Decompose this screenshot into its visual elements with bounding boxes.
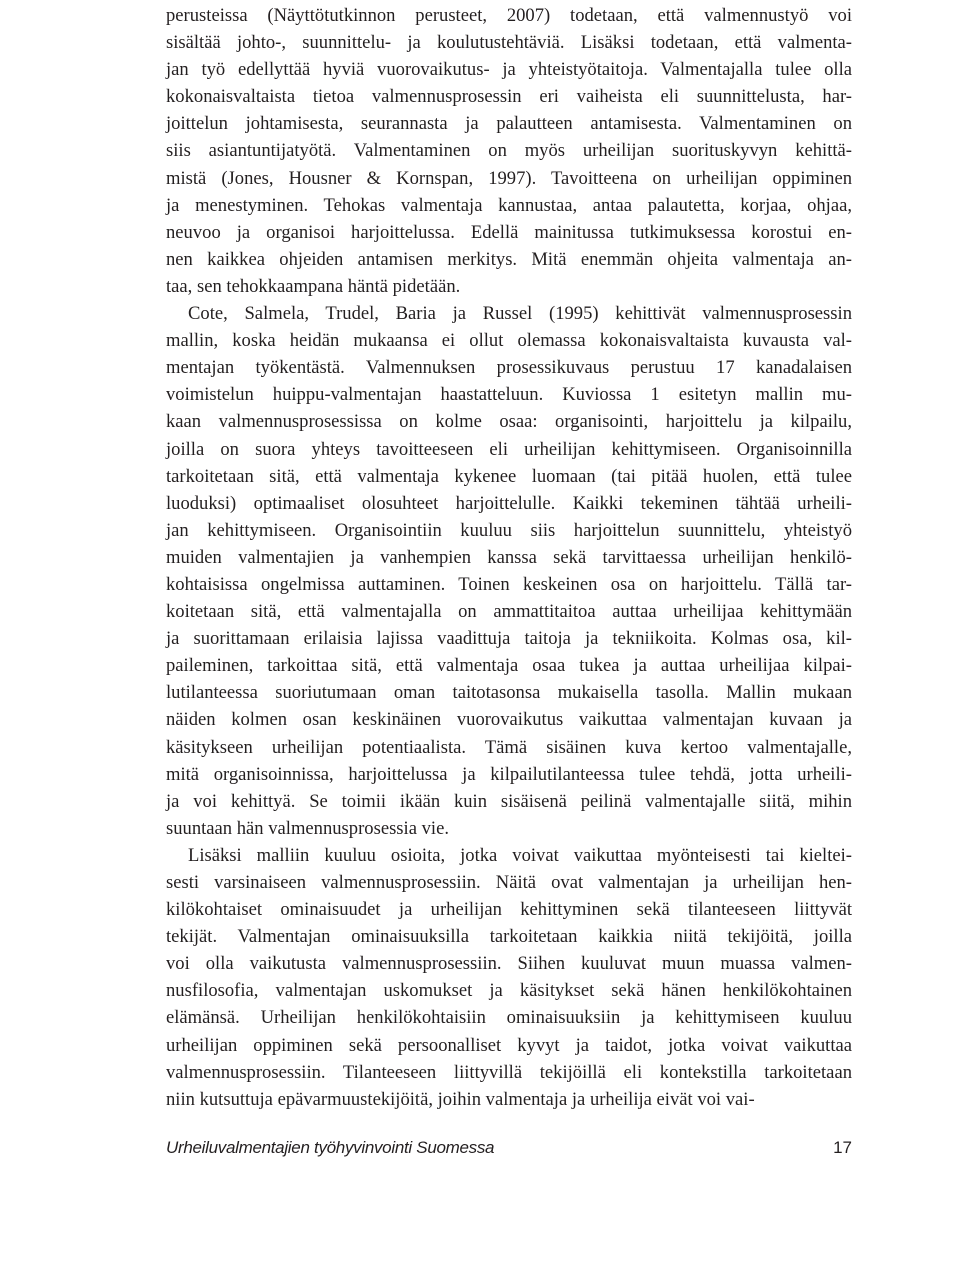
text-line: mallin, koska heidän mukaansa ei ollut olemassa kokonaisvaltaista kuvausta val- — [166, 330, 852, 352]
text-line: kaan valmennusprosessissa on kolme osaa: organisointi, harjoittelu ja kilpailu, — [166, 411, 852, 433]
text-line: taa, sen tehokkaampana häntä pidetään. — [166, 275, 461, 297]
page-number: 17 — [833, 1138, 852, 1157]
text-line: kilökohtaiset ominaisuudet ja urheilijan kehittyminen sekä tilanteeseen liittyvät — [166, 899, 852, 921]
footer-title: Urheiluvalmentajien työhyvinvointi Suomessa — [166, 1138, 495, 1157]
text-line: sisältää johto-, suunnittelu- ja koulutustehtäviä. Lisäksi todetaan, että valmenta- — [166, 32, 852, 54]
text-line: joittelun johtamisesta, seurannasta ja palautteen antamisesta. Valmentaminen on — [166, 113, 852, 135]
text-line: Lisäksi malliin kuuluu osioita, jotka voivat vaikuttaa myönteisesti tai kieltei- — [188, 844, 852, 866]
text-line: kohtaisissa ongelmissa auttaminen. Toinen keskeinen osa on harjoittelu. Tällä tar- — [166, 573, 852, 595]
text-line: tekijät. Valmentajan ominaisuuksilla tarkoitetaan kaikkia niitä tekijöitä, joilla — [166, 926, 852, 948]
text-line: tarkoitetaan sitä, että valmentaja kykenee luomaan (tai pitää huolen, että tulee — [166, 465, 852, 487]
text-line: ja suorittamaan erilaisia lajissa vaadittuja taitoja ja tekniikoita. Kolmas osa, kil- — [166, 628, 852, 650]
text-line: koitetaan sitä, että valmentajalla on ammattitaitoa auttaa urheilijaa kehittymään — [166, 601, 852, 623]
text-line: nen kaikkea ohjeiden antamisen merkitys. Mitä enemmän ohjeita valmentaja an- — [166, 248, 852, 270]
text-line: mitä organisoinnissa, harjoittelussa ja kilpailutilanteessa tulee tehdä, jotta urheili- — [166, 763, 852, 785]
text-line: joilla on suora yhteys tavoitteeseen eli urheilijan kehittymiseen. Organisoinnilla — [166, 438, 852, 460]
text-line: jan kehittymiseen. Organisointiin kuuluu siis harjoittelun suunnittelu, yhteistyö — [166, 519, 852, 541]
text-line: neuvoo ja organisoi harjoittelussa. Edellä mainitussa tutkimuksessa korostui en- — [166, 221, 852, 243]
text-line: jan työ edellyttää hyviä vuorovaikutus- ja yhteistyötaitoja. Valmentajalla tulee olla — [166, 59, 852, 81]
text-line: luoduksi) optimaaliset olosuhteet harjoittelulle. Kaikki tekeminen tähtää urheili- — [166, 492, 852, 514]
body-text — [166, 2, 852, 1113]
text-line: Cote, Salmela, Trudel, Baria ja Russel (1995) kehittivät valmennusprosessin — [188, 303, 852, 325]
text-line: näiden kolmen osan keskinäinen vuorovaikutus vaikuttaa valmentajan kuvaan ja — [166, 709, 852, 731]
text-line: urheilijan oppiminen sekä persoonalliset kyvyt ja taidot, jotka voivat vaikuttaa — [166, 1034, 852, 1056]
text-line: valmennusprosessiin. Tilanteeseen liittyvillä tekijöillä eli kontekstilla tarkoitetaan — [166, 1061, 852, 1083]
text-line: sesti varsinaiseen valmennusprosessiin. Näitä ovat valmentajan ja urheilijan hen- — [166, 872, 852, 893]
paragraph — [166, 842, 852, 1113]
paragraph — [166, 2, 852, 300]
text-line: paileminen, tarkoittaa sitä, että valmentaja osaa tukea ja auttaa urheilijaa kilpai- — [166, 655, 852, 677]
text-line: muiden valmentajien ja vanhempien kanssa sekä tarvittaessa urheilijan henkilö- — [166, 546, 852, 568]
text-line: perusteissa (Näyttötutkinnon perusteet, 2007) todetaan, että valmennustyö voi — [166, 5, 852, 26]
page-footer — [166, 1138, 852, 1158]
paragraph — [166, 300, 852, 842]
text-line: käsitykseen urheilijan potentiaalista. Tämä sisäinen kuva kertoo valmentajalle, — [166, 736, 852, 758]
text-line: siis asiantuntijatyötä. Valmentaminen on myös urheilijan suorituskyvyn kehittä- — [166, 140, 852, 162]
text-line: ja voi kehittyä. Se toimii ikään kuin sisäisenä peilinä valmentajalle siitä, mihin — [166, 790, 852, 812]
text-line: voimistelun huippu-valmentajan haastatteluun. Kuviossa 1 esitetyn mallin mu- — [166, 384, 852, 406]
text-line: ja menestyminen. Tehokas valmentaja kannustaa, antaa palautetta, korjaa, ohjaa, — [166, 194, 852, 216]
text-line: lutilanteessa suoriutumaan oman taitotasonsa mukaisella tasolla. Mallin mukaan — [166, 682, 852, 704]
text-line: elämänsä. Urheilijan henkilökohtaisiin ominaisuuksiin ja kehittymiseen kuuluu — [166, 1007, 852, 1029]
text-line: mistä (Jones, Housner & Kornspan, 1997). Tavoitteena on urheilijan oppiminen — [166, 167, 852, 189]
text-line: niin kutsuttuja epävarmuustekijöitä, joihin valmentaja ja urheilija eivät voi vai- — [166, 1088, 755, 1110]
text-line: kokonaisvaltaista tietoa valmennusprosessin eri vaiheista eli suunnittelusta, har- — [166, 86, 852, 108]
text-line: suuntaan hän valmennusprosessia vie. — [166, 817, 449, 839]
text-line: mentajan työkentästä. Valmennuksen prosessikuvaus perustuu 17 kanadalaisen — [166, 357, 852, 379]
text-line: nusfilosofia, valmentajan uskomukset ja käsitykset sekä hänen henkilökohtainen — [166, 980, 852, 1002]
text-line: voi olla vaikutusta valmennusprosessiin. Siihen kuuluvat muun muassa valmen- — [166, 953, 852, 975]
